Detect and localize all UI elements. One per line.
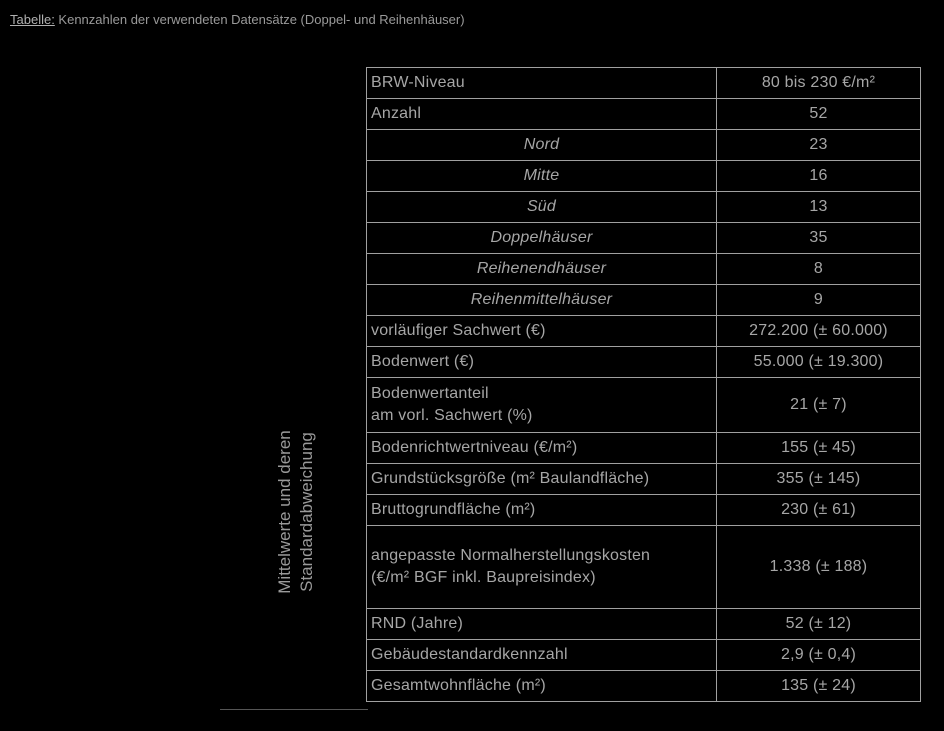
row-label: Nord	[367, 130, 717, 161]
caption-label: Tabelle:	[10, 12, 55, 27]
row-label-line2: am vorl. Sachwert (%)	[371, 407, 533, 424]
table-row	[367, 378, 921, 433]
table-row	[367, 223, 921, 254]
row-value: 13	[716, 192, 920, 223]
row-label: RND (Jahre)	[367, 609, 717, 640]
row-label-line1: Bodenwertanteil	[371, 385, 489, 402]
table-row	[367, 192, 921, 223]
table-row	[367, 433, 921, 464]
row-value: 23	[716, 130, 920, 161]
row-value: 272.200 (± 60.000)	[716, 316, 920, 347]
row-label: Reihenendhäuser	[367, 254, 717, 285]
row-label: Anzahl	[367, 99, 717, 130]
row-value: 52 (± 12)	[716, 609, 920, 640]
table-row	[367, 495, 921, 526]
row-value: 230 (± 61)	[716, 495, 920, 526]
table-row	[367, 68, 921, 99]
row-value: 16	[716, 161, 920, 192]
side-label-line1: Mittelwerte und deren	[275, 430, 294, 594]
data-table	[366, 67, 921, 702]
row-label: Bodenrichtwertniveau (€/m²)	[367, 433, 717, 464]
row-label	[367, 526, 717, 609]
row-label: Mitte	[367, 161, 717, 192]
row-label-line2: (€/m² BGF inkl. Baupreisindex)	[371, 569, 596, 586]
table-row	[367, 161, 921, 192]
row-label: Gesamtwohnfläche (m²)	[367, 671, 717, 702]
table-row	[367, 464, 921, 495]
row-value: 135 (± 24)	[716, 671, 920, 702]
side-label	[274, 352, 318, 672]
table-caption	[10, 12, 465, 27]
table-row	[367, 671, 921, 702]
table-row	[367, 254, 921, 285]
row-label: BRW-Niveau	[367, 68, 717, 99]
table-row	[367, 316, 921, 347]
row-label: Reihenmittelhäuser	[367, 285, 717, 316]
table-row	[367, 130, 921, 161]
row-value: 80 bis 230 €/m²	[716, 68, 920, 99]
caption-text: Kennzahlen der verwendeten Datensätze (Doppel- und Reihenhäuser)	[54, 12, 465, 27]
row-label: Süd	[367, 192, 717, 223]
table-row	[367, 640, 921, 671]
row-value: 35	[716, 223, 920, 254]
row-value: 2,9 (± 0,4)	[716, 640, 920, 671]
side-label-line2: Standardabweichung	[297, 432, 316, 592]
row-label-line1: angepasste Normalherstellungskosten	[371, 547, 651, 564]
row-label: Bodenwert (€)	[367, 347, 717, 378]
row-value: 52	[716, 99, 920, 130]
row-value: 8	[716, 254, 920, 285]
row-value: 55.000 (± 19.300)	[716, 347, 920, 378]
row-value: 155 (± 45)	[716, 433, 920, 464]
row-label: Doppelhäuser	[367, 223, 717, 254]
row-label: Bruttogrundfläche (m²)	[367, 495, 717, 526]
bottom-rule	[220, 709, 368, 710]
row-label: vorläufiger Sachwert (€)	[367, 316, 717, 347]
table-row	[367, 347, 921, 378]
row-label	[367, 378, 717, 433]
row-label: Gebäudestandardkennzahl	[367, 640, 717, 671]
row-value: 9	[716, 285, 920, 316]
table-row	[367, 609, 921, 640]
table-row	[367, 99, 921, 130]
table-row	[367, 285, 921, 316]
row-value: 355 (± 145)	[716, 464, 920, 495]
row-value: 21 (± 7)	[716, 378, 920, 433]
row-value: 1.338 (± 188)	[716, 526, 920, 609]
row-label: Grundstücksgröße (m² Baulandfläche)	[367, 464, 717, 495]
table-row	[367, 526, 921, 609]
